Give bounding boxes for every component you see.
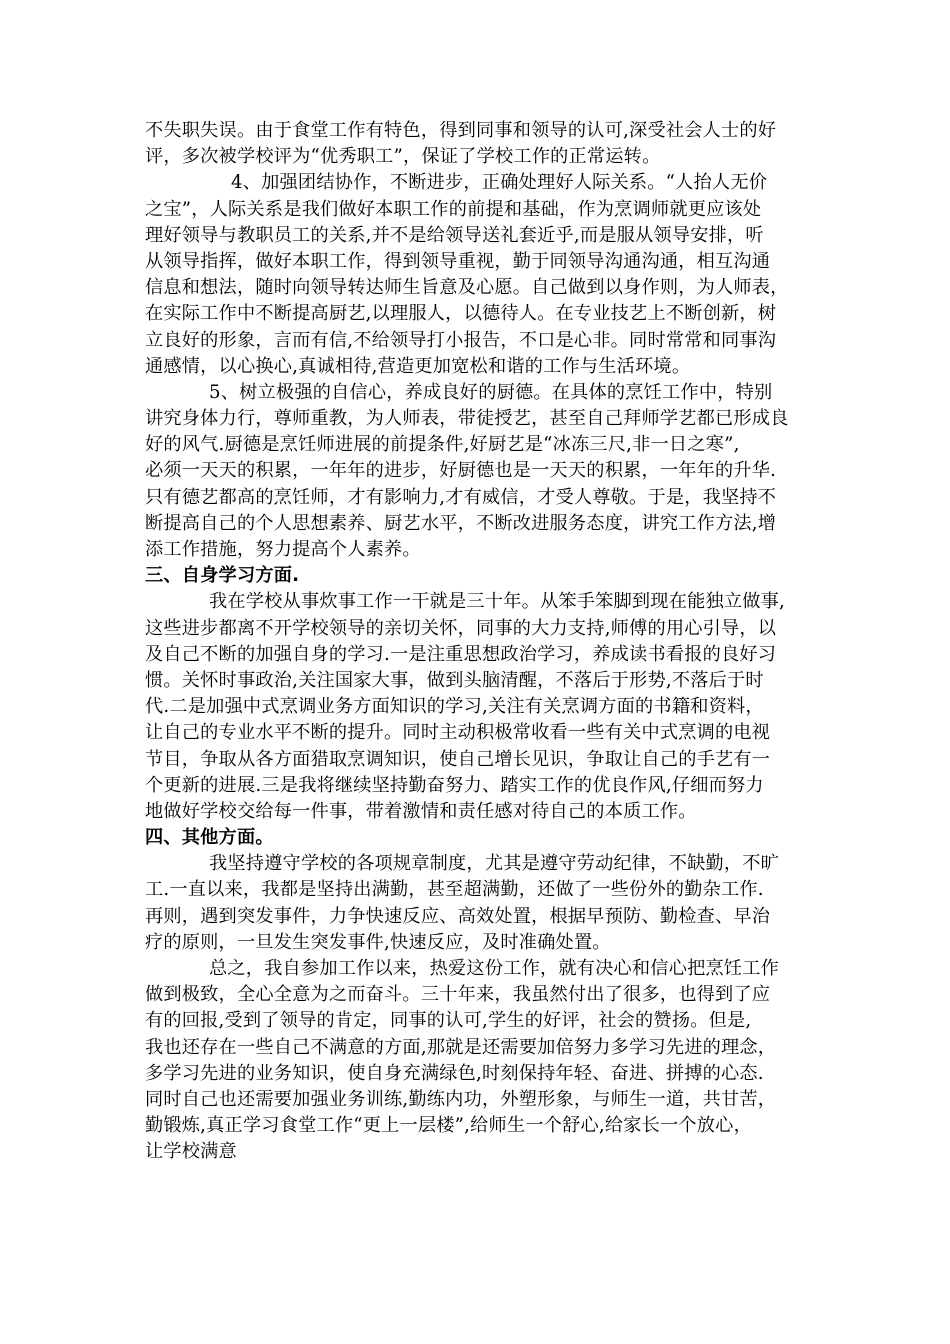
body-text-line: 从领导指挥，做好本职工作，得到领导重视，勤于同领导沟通沟通，相互沟通 [145, 250, 771, 272]
body-text-line: 理好领导与教职员工的关系,并不是给领导送礼套近乎,而是服从领导安排，听 [145, 224, 764, 246]
body-text-line: 再则，遇到突发事件，力争快速反应、高效处置，根据早预防、勤检查、早治 [145, 905, 771, 927]
body-text-line: 好的风气.厨德是烹饪师进展的前提条件,好厨艺是“冰冻三尺,非一日之寒”, [145, 434, 740, 456]
body-text-line: 做到极致，全心全意为之而奋斗。三十年来，我虽然付出了很多，也得到了应 [145, 984, 771, 1006]
body-text-line: 我也还存在一些自己不满意的方面,那就是还需要加倍努力多学习先进的理念， [145, 1036, 777, 1058]
body-text-line: 多学习先进的业务知识，使自身充满绿色,时刻保持年轻、奋进、拼搏的心态. [145, 1062, 764, 1084]
body-text-line: 惯。关怀时事政治,关注国家大事，做到头脑清醒，不落后于形势,不落后于时 [145, 669, 764, 691]
body-text-line: 信息和想法，随时向领导转达师生旨意及心愿。自己做到以身作则，为人师表， [145, 277, 789, 299]
body-text-line: 疗的原则，一旦发生突发事件,快速反应，及时准确处置。 [145, 931, 611, 953]
body-text-line: 讲究身体力行，尊师重教，为人师表，带徒授艺，甚至自己拜师学艺都已形成良 [145, 408, 789, 430]
body-text-line: 断提高自己的个人思想素养、厨艺水平，不断改进服务态度，讲究工作方法,增 [145, 512, 777, 534]
body-text-line: 有的回报,受到了领导的肯定，同事的认可,学生的好评，社会的赞扬。但是, [145, 1010, 752, 1032]
body-text-line: 地做好学校交给每一件事，带着激情和责任感对待自己的本质工作。 [145, 800, 697, 822]
body-text-line: 及自己不断的加强自身的学习.一是注重思想政治学习，养成读书看报的良好习 [145, 643, 777, 665]
body-text-line: 在实际工作中不断提高厨艺,以理服人，以德待人。在专业技艺上不断创新，树 [145, 303, 777, 325]
body-text-line: 这些进步都离不开学校领导的亲切关怀，同事的大力支持,师傅的用心引导，以 [145, 617, 777, 639]
section-heading: 三、自身学习方面. [145, 565, 300, 587]
paragraph-first-line: 5、树立极强的自信心，养成良好的厨德。在具体的烹饪工作中，特别 [209, 381, 773, 403]
paragraph-first-line: 我在学校从事炊事工作一干就是三十年。从笨手笨脚到现在能独立做事, [209, 591, 785, 613]
body-text-line: 之宝”，人际关系是我们做好本职工作的前提和基础，作为烹调师就更应该处 [145, 198, 762, 220]
body-text-line: 立良好的形象，言而有信,不给领导打小报告，不口是心非。同时常常和同事沟 [145, 329, 777, 351]
paragraph-first-line: 4、加强团结协作，不断进步，正确处理好人际关系。“人抬人无价 [231, 172, 768, 194]
paragraph-first-line: 我坚持遵守学校的各项规章制度，尤其是遵守劳动纪律，不缺勤，不旷 [209, 853, 780, 875]
body-text-line: 个更新的进展.三是我将继续坚持勤奋努力、踏实工作的优良作风,仔细而努力 [145, 774, 764, 796]
body-text-line: 让学校满意 [145, 1141, 237, 1163]
body-text-line: 通感情，以心换心,真诚相待,营造更加宽松和谐的工作与生活环境。 [145, 355, 691, 377]
document-page [145, 118, 810, 1166]
body-text-line: 评，多次被学校评为“优秀职工”，保证了学校工作的正常运转。 [145, 146, 661, 168]
body-text-line: 节目，争取从各方面猎取烹调知识，使自己增长见识，争取让自己的手艺有一 [145, 748, 771, 770]
body-text-line: 不失职失误。由于食堂工作有特色，得到同事和领导的认可,深受社会人士的好 [145, 120, 777, 141]
body-text-line: 工.一直以来，我都是坚持出满勤，甚至超满勤，还做了一些份外的勤杂工作. [145, 879, 764, 901]
body-text-line: 勤锻炼,真正学习食堂工作“更上一层楼”,给师生一个舒心,给家长一个放心， [145, 1115, 752, 1137]
body-text-line: 让自己的专业水平不断的提升。同时主动积极常收看一些有关中式烹调的电视 [145, 722, 771, 744]
body-text-line: 必须一天天的积累，一年年的进步，好厨德也是一天天的积累，一年年的升华. [145, 460, 777, 482]
paragraph-first-line: 总之，我自参加工作以来，热爱这份工作，就有决心和信心把烹饪工作 [209, 958, 780, 979]
body-text-line: 同时自己也还需要加强业务训练,勤练内功，外塑形象，与师生一道，共甘苦， [145, 1088, 777, 1110]
section-heading: 四、其他方面。 [145, 827, 274, 849]
body-text-line: 添工作措施，努力提高个人素养。 [145, 539, 421, 560]
body-text-line: 只有德艺都高的烹饪师，才有影响力,才有威信，才受人尊敬。于是，我坚持不 [145, 486, 777, 508]
body-text-line: 代.二是加强中式烹调业务方面知识的学习,关注有关烹调方面的书籍和资料， [145, 696, 764, 718]
